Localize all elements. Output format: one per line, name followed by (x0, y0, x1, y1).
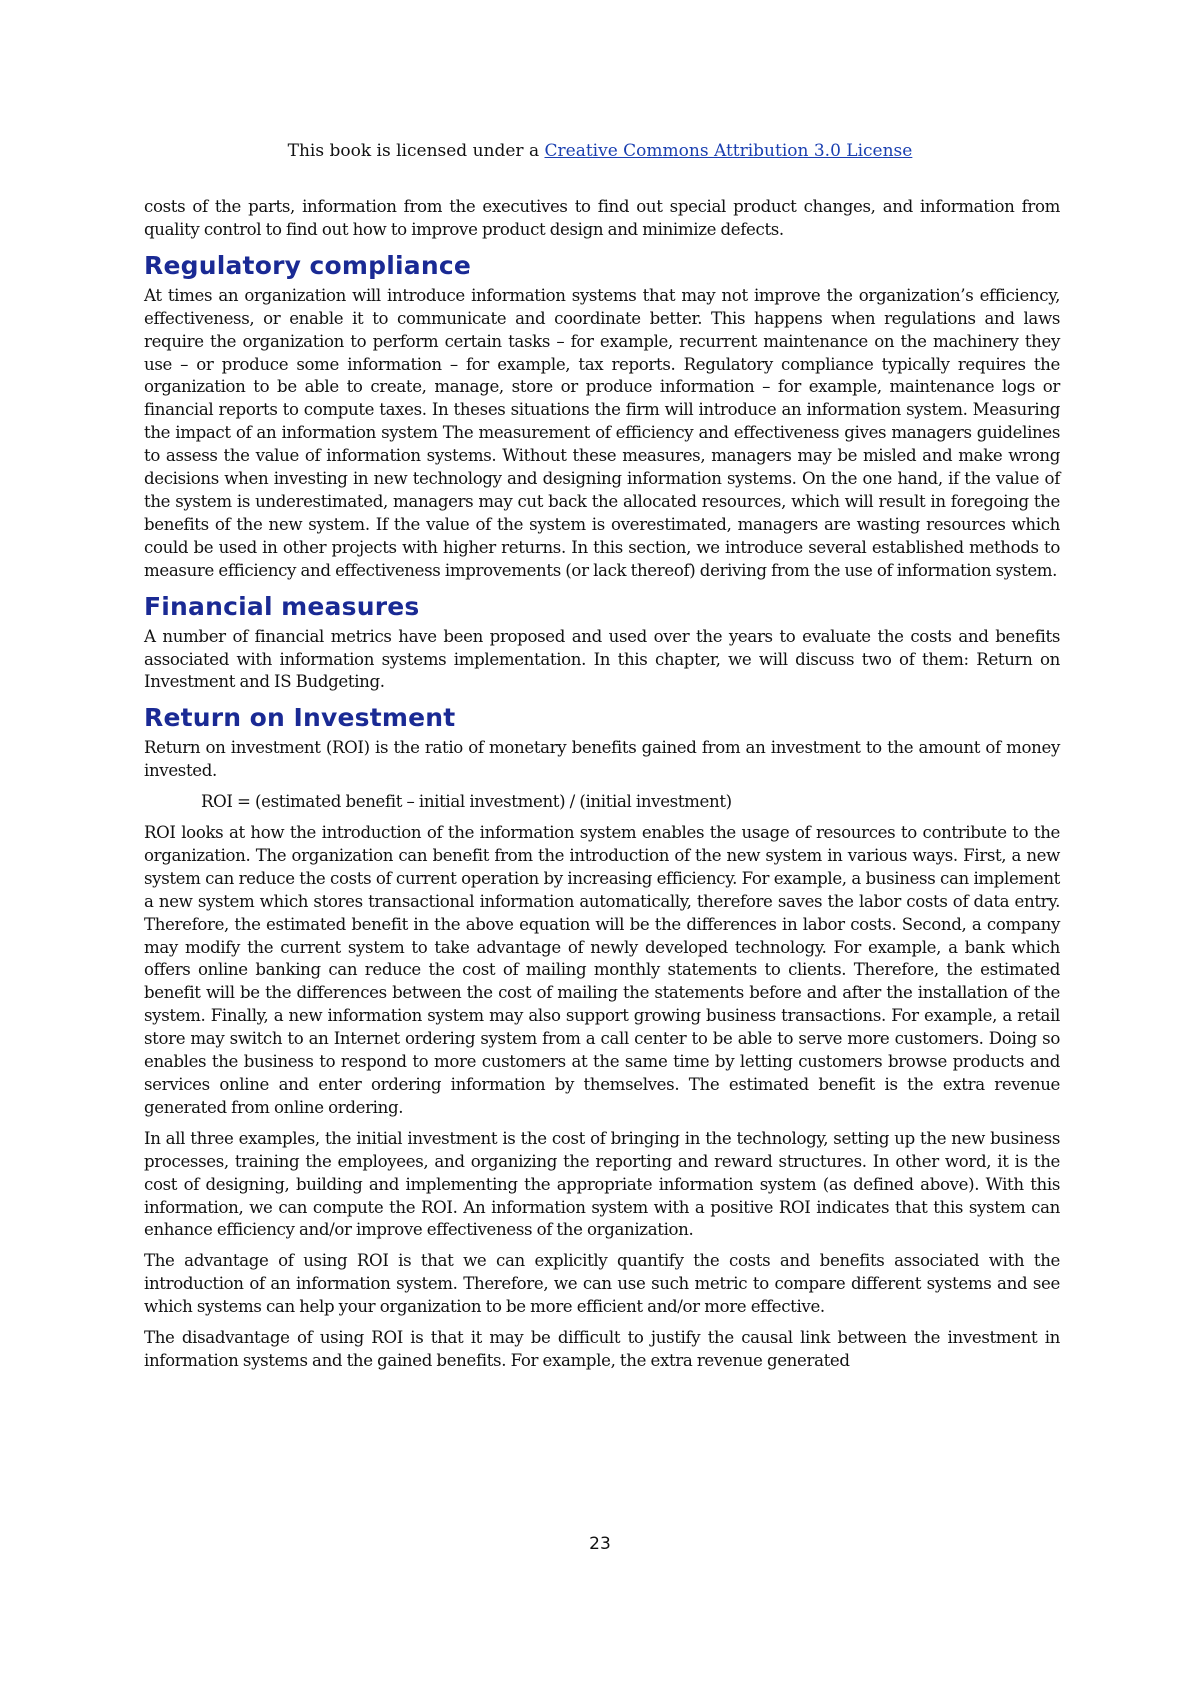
heading-financial-measures: Financial measures (144, 591, 420, 621)
license-text: This book is licensed under a (287, 141, 545, 161)
roi-formula: ROI = (estimated benefit – initial investment) / (initial investment) (201, 792, 732, 812)
license-link[interactable]: Creative Commons Attribution 3.0 License (544, 141, 913, 161)
paragraph-roi-examples: ROI looks at how the introduction of the information system enables the usage of resources to contribute to the organization. The organization can benefit from the introduction of the new system in various ways. First, a new system can reduce the costs of current operation by increasing efficiency. For example, a business can implement a new system which stores transactional information automatically, therefore saves the labor costs of data entry. Therefore, the estimated benefit in the above equation will be the differences in labor costs. Second, a company may modify the current system to take advantage of newly developed technology. For example, a bank which offers online banking can reduce the cost of mailing monthly statements to clients. Therefore, the estimated benefit will be the differences between the cost of mailing the statements before and after the installation of the system. Finally, a new information system may also support growing business transactions. For example, a retail store may switch to an Internet ordering system from a call center to be able to serve more customers. Doing so enables the business to respond to more customers at the same time by letting customers browse products and services online and enter ordering information by themselves. The estimated benefit is the extra revenue generated from online ordering. (144, 823, 1060, 1117)
paragraph-financial-measures: A number of financial metrics have been proposed and used over the years to evaluate the costs and benefits associated with information systems implementation. In this chapter, we will discuss two of them: Return on Investment and IS Budgeting. (144, 626, 1060, 692)
paragraph-roi-definition: Return on investment (ROI) is the ratio of monetary benefits gained from an investment to the amount of money invested. (144, 738, 1060, 781)
license-header (0, 140, 1200, 162)
paragraph-roi-advantage: The advantage of using ROI is that we can explicitly quantify the costs and benefits associated with the introduction of an information system. Therefore, we can use such metric to compare different systems and see which systems can help your organization to be more efficient and/or more effective. (144, 1251, 1060, 1317)
body-content (144, 196, 1060, 1381)
paragraph-roi-disadvantage: The disadvantage of using ROI is that it may be difficult to justify the causal link between the investment in information systems and the gained benefits. For example, the extra revenue generated (144, 1328, 1060, 1370)
paragraph-continuation: costs of the parts, information from the executives to find out special product changes, and information from quality control to find out how to improve product design and minimize defects. (144, 197, 1060, 239)
heading-return-on-investment: Return on Investment (144, 703, 456, 733)
paragraph-regulatory-compliance: At times an organization will introduce information systems that may not improve the organization’s efficiency, effectiveness, or enable it to communicate and coordinate better. This happens when regulations and laws require the organization to perform certain tasks – for example, recurrent maintenance on the machinery they use – or produce some information – for example, tax reports. Regulatory compliance typically requires the organization to be able to create, manage, store or produce information – for example, maintenance logs or financial reports to compute taxes. In theses situations the firm will introduce an information system. Measuring the impact of an information system The measurement of efficiency and effectiveness gives managers guidelines to assess the value of information systems. Without these measures, managers may be misled and make wrong decisions when investing in new technology and designing information systems. On the one hand, if the value of the system is underestimated, managers may cut back the allocated resources, which will result in foregoing the benefits of the new system. If the value of the system is overestimated, managers are wasting resources which could be used in other projects with higher returns. In this section, we introduce several established methods to measure efficiency and effectiveness improvements (or lack thereof) deriving from the use of information system. (144, 285, 1060, 580)
heading-regulatory-compliance: Regulatory compliance (144, 250, 472, 280)
page-number: 23 (589, 1534, 611, 1554)
paragraph-initial-investment: In all three examples, the initial investment is the cost of bringing in the technology, setting up the new business processes, training the employees, and organizing the reporting and reward structures. In other word, it is the cost of designing, building and implementing the appropriate information system (as defined above). With this information, we can compute the ROI. An information system with a positive ROI indicates that this system can enhance efficiency and/or improve effectiveness of the organization. (144, 1128, 1060, 1240)
